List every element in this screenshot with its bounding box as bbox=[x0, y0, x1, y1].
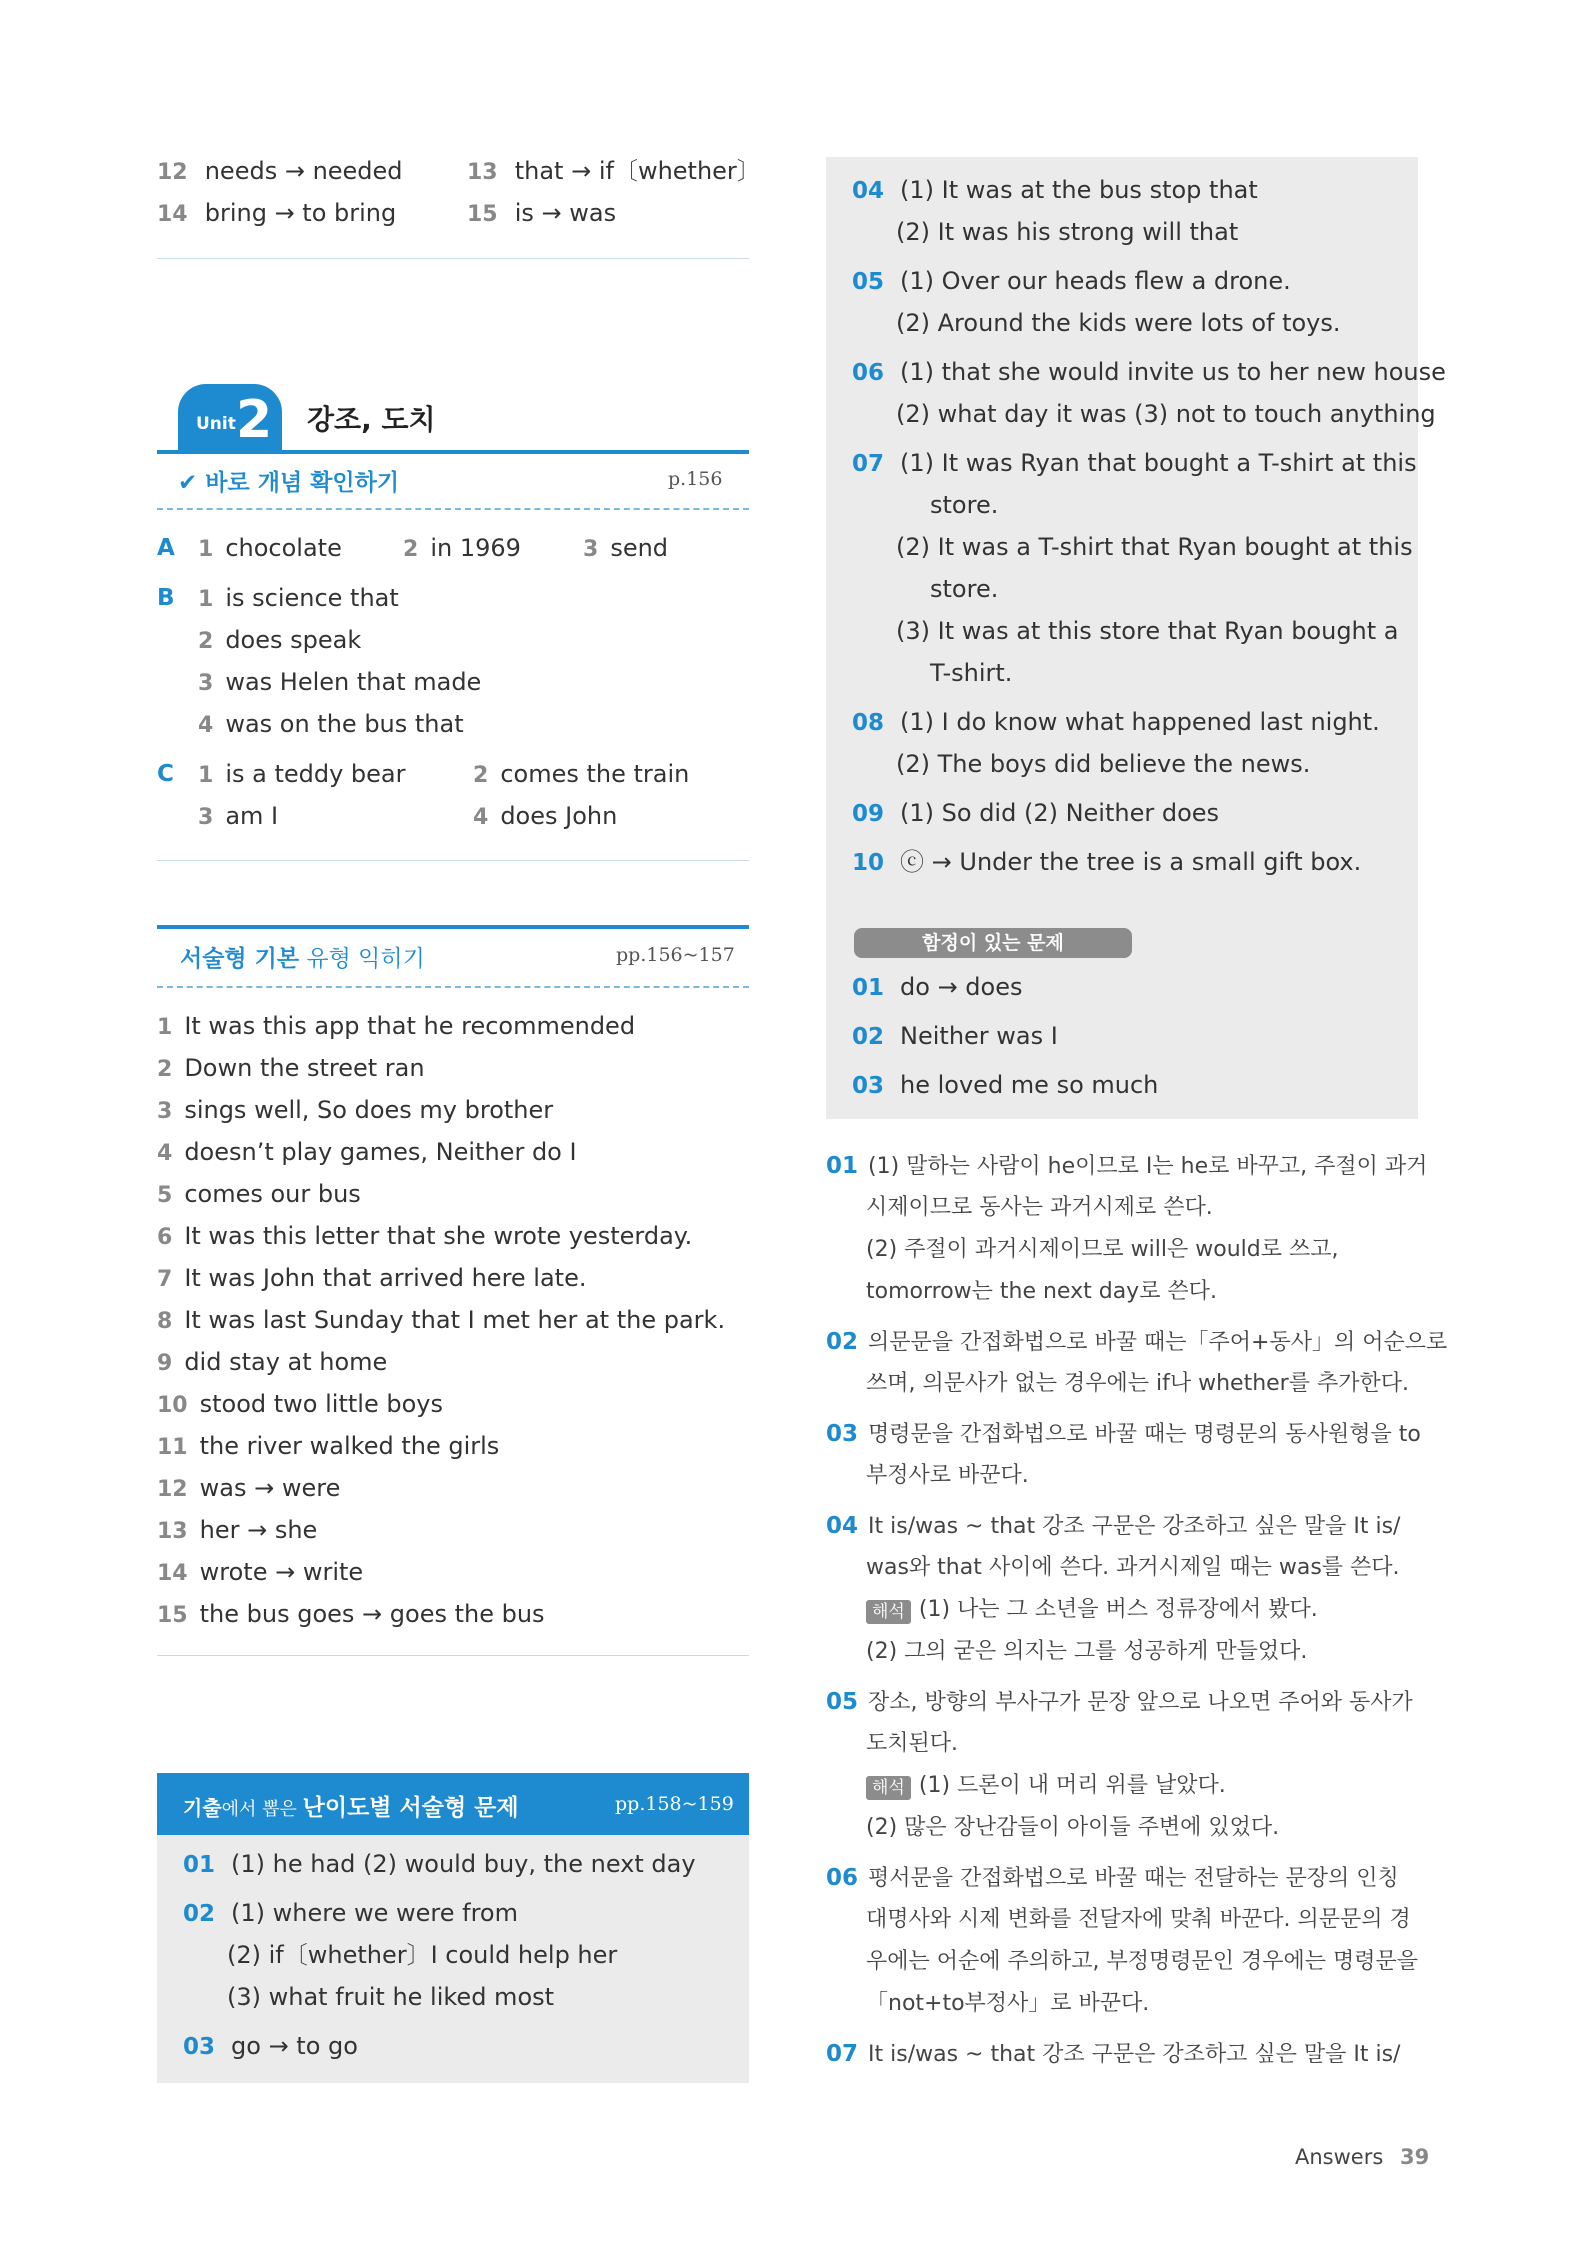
list-item bbox=[157, 1383, 443, 1428]
explain-line: 「not+to부정사」로 바꾼다. bbox=[866, 1991, 1150, 2016]
item-text: her → she bbox=[199, 1516, 318, 1544]
list-item bbox=[157, 1257, 587, 1302]
list-item bbox=[157, 1425, 499, 1470]
item-text: is a teddy bear bbox=[225, 760, 406, 788]
item-text: that → if〔whether〕 bbox=[514, 157, 761, 185]
explain-line: (2) 주절이 과거시제이므로 will은 would로 쓰고, bbox=[866, 1237, 1339, 1262]
page-number: 39 bbox=[1399, 2145, 1430, 2169]
list-item bbox=[157, 1131, 577, 1176]
exam-left-panel bbox=[157, 1835, 749, 2083]
item-number: 1 bbox=[198, 587, 214, 612]
item-text: doesn’t play games, Neither do I bbox=[184, 1138, 577, 1166]
item-text: store. bbox=[930, 575, 999, 603]
list-item bbox=[157, 1551, 363, 1596]
item-number: 09 bbox=[852, 801, 885, 827]
exam-item-08 bbox=[852, 701, 1380, 746]
dashed-divider bbox=[157, 508, 749, 510]
exam-item-06 bbox=[852, 351, 1446, 396]
item-text: stood two little boys bbox=[199, 1390, 443, 1418]
exam-item-line bbox=[896, 526, 1413, 571]
section-letter: A bbox=[157, 535, 175, 561]
item-text: (3) It was at this store that Ryan bought a bbox=[896, 617, 1399, 645]
exam-item-09 bbox=[852, 792, 1219, 837]
explain-02 bbox=[826, 1321, 1447, 1365]
translation-tag: 해석 bbox=[866, 1600, 911, 1624]
b-item-4 bbox=[198, 703, 464, 748]
item-text: store. bbox=[930, 491, 999, 519]
item-number: 04 bbox=[852, 178, 885, 204]
item-text: does John bbox=[500, 802, 618, 830]
item-number: 06 bbox=[852, 360, 885, 386]
list-item bbox=[157, 1467, 340, 1512]
unit-title: 강조, 도치 bbox=[307, 403, 436, 436]
item-number: 1 bbox=[198, 763, 214, 788]
exam-right-panel bbox=[826, 157, 1446, 1119]
item-text: go → to go bbox=[231, 2032, 358, 2060]
explain-line: was와 that 사이에 쓴다. 과거시제일 때는 was를 쓴다. bbox=[866, 1555, 1400, 1580]
item-text: It is/was ~ that 강조 구문은 강조하고 싶은 말을 It is/ bbox=[868, 2042, 1401, 2067]
exam-item-line bbox=[896, 302, 1341, 347]
item-text: (1) he had (2) would buy, the next day bbox=[231, 1850, 696, 1878]
item-text: (2) if〔whether〕I could help her bbox=[227, 1941, 618, 1969]
item-number: 05 bbox=[852, 269, 885, 295]
translation-text: (1) 드론이 내 머리 위를 날았다. bbox=[918, 1773, 1226, 1798]
concept-page: p.156 bbox=[668, 468, 723, 490]
exam-item-01 bbox=[183, 1843, 696, 1888]
explain-line: 부정사로 바꾼다. bbox=[866, 1463, 1029, 1488]
b-item-3 bbox=[198, 661, 481, 706]
exam-item-line bbox=[227, 1976, 554, 2021]
dashed-divider bbox=[157, 986, 749, 988]
explain-06 bbox=[826, 1857, 1399, 1901]
list-item bbox=[157, 1173, 361, 1218]
item-text: is → was bbox=[514, 199, 617, 227]
a-item-1 bbox=[198, 527, 342, 572]
item-number: 03 bbox=[183, 2034, 216, 2060]
item-text: was Helen that made bbox=[225, 668, 482, 696]
top-item-14 bbox=[157, 192, 396, 237]
item-number: 06 bbox=[826, 1865, 859, 1891]
item-text: (2) The boys did believe the news. bbox=[896, 750, 1311, 778]
a-item-3 bbox=[583, 527, 668, 572]
item-number: 3 bbox=[583, 537, 599, 562]
item-text: (2) what day it was (3) not to touch anything bbox=[896, 400, 1436, 428]
item-text: (3) what fruit he liked most bbox=[227, 1983, 555, 2011]
practice-title bbox=[180, 940, 425, 973]
section-a bbox=[157, 527, 175, 571]
translation-line bbox=[866, 1765, 1226, 1808]
item-number: 01 bbox=[183, 1852, 216, 1878]
translation-text: (2) 많은 장난감들이 아이들 주변에 있었다. bbox=[866, 1815, 1280, 1840]
item-number: 4 bbox=[473, 805, 489, 830]
item-number: 1 bbox=[157, 1015, 173, 1040]
list-item bbox=[157, 1089, 553, 1134]
exam-item-line bbox=[896, 211, 1238, 256]
exam-title-c: 난이도별 서술형 문제 bbox=[302, 1795, 519, 1821]
exam-item-line bbox=[930, 652, 1012, 697]
practice-rule bbox=[157, 925, 749, 929]
item-number: 15 bbox=[157, 1603, 188, 1628]
list-item bbox=[157, 1299, 725, 1344]
exam-item-05 bbox=[852, 260, 1291, 305]
item-number: 01 bbox=[852, 975, 885, 1001]
section-letter: C bbox=[157, 761, 174, 787]
item-number: 3 bbox=[198, 671, 214, 696]
unit-number: 2 bbox=[236, 390, 273, 450]
item-number: 07 bbox=[826, 2041, 859, 2067]
explain-line: 쓰며, 의문사가 없는 경우에는 if나 whether를 추가한다. bbox=[866, 1371, 1409, 1396]
divider bbox=[157, 258, 749, 259]
a-item-2 bbox=[403, 527, 521, 572]
c-item-1 bbox=[198, 753, 406, 798]
item-text: It was last Sunday that I met her at the park. bbox=[184, 1306, 726, 1334]
unit-badge bbox=[178, 384, 282, 452]
divider bbox=[157, 1655, 749, 1656]
item-text: in 1969 bbox=[430, 534, 521, 562]
item-text: T-shirt. bbox=[930, 659, 1013, 687]
item-number: 1 bbox=[198, 537, 214, 562]
item-text: It was John that arrived here late. bbox=[184, 1264, 587, 1292]
item-text: am I bbox=[225, 802, 279, 830]
item-text: chocolate bbox=[225, 534, 342, 562]
item-text: send bbox=[610, 534, 669, 562]
list-item bbox=[157, 1215, 692, 1260]
trap-item-02 bbox=[852, 1015, 1058, 1060]
item-number: 14 bbox=[157, 1561, 188, 1586]
item-text: needs → needed bbox=[204, 157, 403, 185]
top-item-13 bbox=[467, 150, 761, 195]
item-text: comes the train bbox=[500, 760, 690, 788]
item-text: It was this letter that she wrote yesterday. bbox=[184, 1222, 693, 1250]
item-text: ⓒ → Under the tree is a small gift box. bbox=[900, 848, 1362, 876]
item-number: 10 bbox=[157, 1393, 188, 1418]
b-item-1 bbox=[198, 577, 399, 622]
item-text: was → were bbox=[199, 1474, 341, 1502]
list-item bbox=[157, 1047, 425, 1092]
c-item-4 bbox=[473, 795, 617, 840]
item-text: 명령문을 간접화법으로 바꿀 때는 명령문의 동사원형을 to bbox=[868, 1422, 1421, 1447]
item-text: It was this app that he recommended bbox=[184, 1012, 636, 1040]
item-text: 장소, 방향의 부사구가 문장 앞으로 나오면 주어와 동사가 bbox=[868, 1690, 1413, 1715]
item-text: wrote → write bbox=[199, 1558, 364, 1586]
item-number: 03 bbox=[852, 1073, 885, 1099]
item-text: (1) It was at the bus stop that bbox=[900, 176, 1258, 204]
item-number: 11 bbox=[157, 1435, 188, 1460]
translation-tag: 해석 bbox=[866, 1776, 911, 1800]
list-item bbox=[157, 1509, 317, 1554]
item-text: (1) So did (2) Neither does bbox=[900, 799, 1220, 827]
explain-line: 시제이므로 동사는 과거시제로 쓴다. bbox=[866, 1195, 1213, 1220]
exam-item-line bbox=[930, 568, 998, 613]
c-item-3 bbox=[198, 795, 278, 840]
translation-text: (1) 나는 그 소년을 버스 정류장에서 봤다. bbox=[918, 1597, 1318, 1622]
item-number: 2 bbox=[403, 537, 419, 562]
item-number: 01 bbox=[826, 1153, 859, 1179]
item-number: 02 bbox=[183, 1901, 216, 1927]
exam-title-a: 기출 bbox=[183, 1796, 222, 1820]
item-number: 2 bbox=[198, 629, 214, 654]
exam-item-line bbox=[896, 743, 1310, 788]
practice-title-rest: 유형 익히기 bbox=[299, 946, 425, 972]
item-text: the bus goes → goes the bus bbox=[199, 1600, 545, 1628]
section-b bbox=[157, 577, 175, 621]
section-letter: B bbox=[157, 585, 175, 611]
item-text: bring → to bring bbox=[204, 199, 397, 227]
item-text: (2) It was a T-shirt that Ryan bought at this bbox=[896, 533, 1413, 561]
explain-line: tomorrow는 the next day로 쓴다. bbox=[866, 1279, 1217, 1304]
item-number: 9 bbox=[157, 1351, 173, 1376]
explain-line: 우에는 어순에 주의하고, 부정명령문인 경우에는 명령문을 bbox=[866, 1949, 1419, 1974]
c-item-2 bbox=[473, 753, 689, 798]
item-text: was on the bus that bbox=[225, 710, 464, 738]
item-number: 13 bbox=[467, 160, 498, 185]
item-number: 2 bbox=[157, 1057, 173, 1082]
item-text: It is/was ~ that 강조 구문은 강조하고 싶은 말을 It is/ bbox=[868, 1514, 1401, 1539]
item-number: 5 bbox=[157, 1183, 173, 1208]
item-number: 14 bbox=[157, 202, 188, 227]
exam-title-bar bbox=[157, 1773, 749, 1835]
section-c bbox=[157, 753, 174, 797]
item-number: 05 bbox=[826, 1689, 859, 1715]
top-item-15 bbox=[467, 192, 616, 237]
item-text: (1) where we were from bbox=[231, 1899, 518, 1927]
item-number: 13 bbox=[157, 1519, 188, 1544]
divider bbox=[157, 860, 749, 861]
item-number: 6 bbox=[157, 1225, 173, 1250]
item-number: 12 bbox=[157, 160, 188, 185]
item-text: 평서문을 간접화법으로 바꿀 때는 전달하는 문장의 인칭 bbox=[868, 1866, 1399, 1891]
exam-item-03 bbox=[183, 2025, 358, 2070]
item-number: 8 bbox=[157, 1309, 173, 1334]
exam-item-04 bbox=[852, 169, 1258, 214]
top-item-12 bbox=[157, 150, 403, 195]
item-number: 4 bbox=[198, 713, 214, 738]
explain-03 bbox=[826, 1413, 1421, 1457]
concept-title: ✔ 바로 개념 확인하기 bbox=[178, 470, 400, 496]
item-text: is science that bbox=[225, 584, 399, 612]
item-number: 10 bbox=[852, 850, 885, 876]
trap-item-01 bbox=[852, 966, 1023, 1011]
exam-item-line bbox=[227, 1934, 617, 1979]
item-text: does speak bbox=[225, 626, 362, 654]
explain-line: 대명사와 시제 변화를 전달자에 맞춰 바꾼다. 의문문의 경 bbox=[866, 1907, 1411, 1932]
explain-05 bbox=[826, 1681, 1413, 1725]
explain-01 bbox=[826, 1145, 1427, 1189]
item-text: 의문문을 간접화법으로 바꿀 때는「주어+동사」의 어순으로 bbox=[868, 1330, 1448, 1355]
exam-item-02 bbox=[183, 1892, 518, 1937]
item-number: 2 bbox=[473, 763, 489, 788]
translation-line bbox=[866, 1589, 1318, 1632]
item-text: (1) 말하는 사람이 he이므로 I는 he로 바꾸고, 주절이 과거 bbox=[868, 1154, 1428, 1179]
item-number: 7 bbox=[157, 1267, 173, 1292]
list-item bbox=[157, 1341, 387, 1386]
exam-page: pp.158~159 bbox=[615, 1793, 734, 1815]
item-number: 15 bbox=[467, 202, 498, 227]
b-item-2 bbox=[198, 619, 361, 664]
exam-item-07 bbox=[852, 442, 1417, 487]
explain-07 bbox=[826, 2033, 1400, 2077]
item-number: 3 bbox=[157, 1099, 173, 1124]
item-text: he loved me so much bbox=[900, 1071, 1159, 1099]
list-item bbox=[157, 1005, 635, 1050]
item-text: (2) Around the kids were lots of toys. bbox=[896, 309, 1341, 337]
item-number: 4 bbox=[157, 1141, 173, 1166]
item-number: 3 bbox=[198, 805, 214, 830]
item-number: 07 bbox=[852, 451, 885, 477]
item-number: 12 bbox=[157, 1477, 188, 1502]
practice-title-bold: 서술형 기본 bbox=[180, 946, 300, 972]
item-number: 04 bbox=[826, 1513, 859, 1539]
exam-item-line bbox=[896, 610, 1399, 655]
list-item bbox=[157, 1593, 545, 1638]
trap-label: 함정이 있는 문제 bbox=[854, 928, 1132, 958]
item-text: (1) that she would invite us to her new house bbox=[900, 358, 1446, 386]
item-text: (1) I do know what happened last night. bbox=[900, 708, 1380, 736]
practice-page: pp.156~157 bbox=[616, 944, 735, 966]
item-text: Neither was I bbox=[900, 1022, 1058, 1050]
item-text: Down the street ran bbox=[184, 1054, 425, 1082]
item-number: 02 bbox=[826, 1329, 859, 1355]
explain-04 bbox=[826, 1505, 1400, 1549]
item-text: the river walked the girls bbox=[199, 1432, 500, 1460]
item-number: 02 bbox=[852, 1024, 885, 1050]
item-text: comes our bus bbox=[184, 1180, 361, 1208]
exam-item-line bbox=[930, 484, 998, 529]
footer bbox=[1295, 2145, 1429, 2169]
item-text: (1) It was Ryan that bought a T-shirt at this bbox=[900, 449, 1417, 477]
item-text: do → does bbox=[900, 973, 1023, 1001]
trap-item-03 bbox=[852, 1064, 1158, 1109]
item-text: (1) Over our heads flew a drone. bbox=[900, 267, 1291, 295]
footer-label: Answers bbox=[1295, 2145, 1384, 2169]
explain-line: 도치된다. bbox=[866, 1731, 959, 1756]
translation-text: (2) 그의 굳은 의지는 그를 성공하게 만들었다. bbox=[866, 1639, 1308, 1664]
unit-rule bbox=[157, 450, 749, 454]
exam-item-line bbox=[896, 393, 1436, 438]
exam-title-b: 에서 뽑은 bbox=[221, 1799, 303, 1820]
item-text: sings well, So does my brother bbox=[184, 1096, 554, 1124]
item-text: did stay at home bbox=[184, 1348, 388, 1376]
item-number: 03 bbox=[826, 1421, 859, 1447]
exam-item-10 bbox=[852, 841, 1361, 886]
exam-title bbox=[183, 1789, 519, 1822]
unit-label: Unit bbox=[196, 414, 236, 434]
item-number: 08 bbox=[852, 710, 885, 736]
item-text: (2) It was his strong will that bbox=[896, 218, 1239, 246]
